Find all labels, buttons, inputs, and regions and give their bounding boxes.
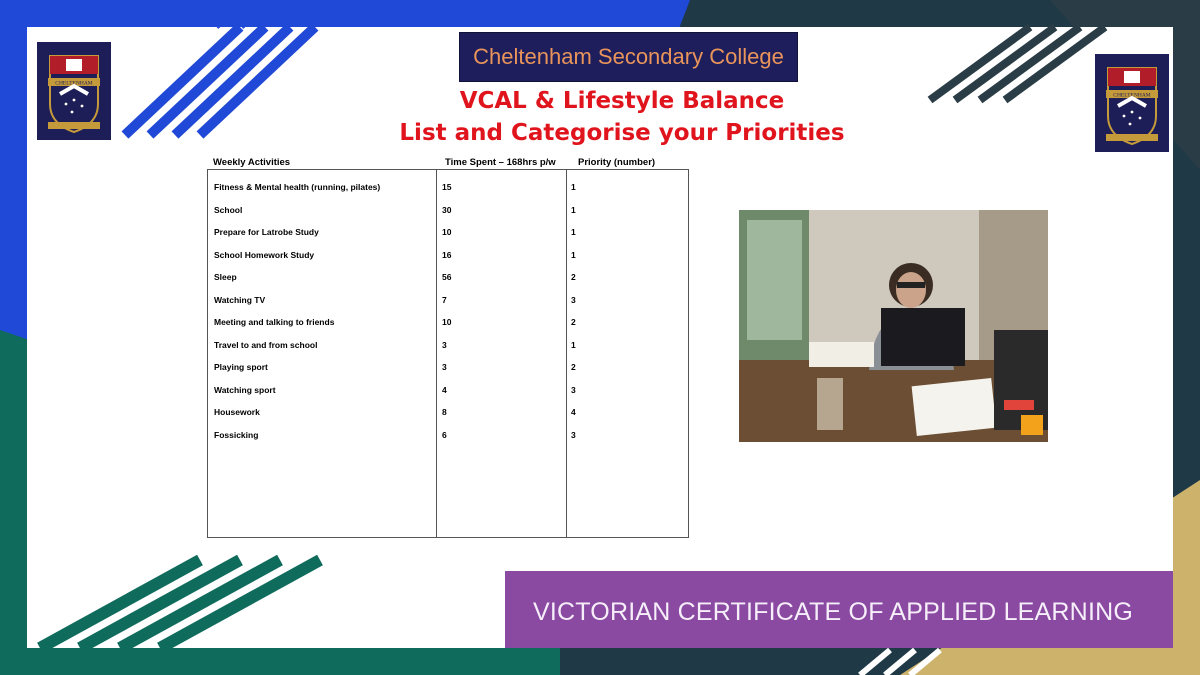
activity-cell: Watching sport <box>214 384 276 395</box>
activity-cell: Fossicking <box>214 429 259 440</box>
school-name-banner <box>459 32 798 82</box>
activity-cell: Prepare for Latrobe Study <box>214 227 319 237</box>
table-row <box>208 362 688 384</box>
hours-cell: 30 <box>442 204 452 215</box>
activity-cell: Sleep <box>214 272 237 282</box>
svg-text:CHELTENHAM: CHELTENHAM <box>1113 92 1151 99</box>
hours-cell: 7 <box>442 294 447 305</box>
table-row <box>208 182 688 204</box>
table-row <box>208 205 688 227</box>
hours-cell: 6 <box>442 429 447 440</box>
hours-cell: 8 <box>442 407 447 417</box>
activity-cell: School <box>214 204 243 215</box>
school-name: Cheltenham Secondary College <box>473 44 784 69</box>
table-row <box>208 385 688 407</box>
hours-cell: 4 <box>442 384 447 395</box>
column-header-time: Time Spent – 168hrs p/w <box>445 157 556 168</box>
hours-cell: 56 <box>442 272 452 282</box>
slide-subtitle: List and Categorise your Priorities <box>399 120 845 146</box>
table-row <box>208 407 688 429</box>
vcal-banner-text: VICTORIAN CERTIFICATE OF APPLIED LEARNING <box>533 598 1133 626</box>
table-row <box>208 250 688 272</box>
school-crest-left <box>37 42 111 140</box>
activity-cell: Fitness & Mental health (running, pilates) <box>214 182 381 192</box>
table-row <box>208 317 688 339</box>
priority-cell: 1 <box>571 182 576 192</box>
activity-cell: Travel to and from school <box>214 339 318 350</box>
hours-cell: 3 <box>442 362 447 372</box>
priority-cell: 2 <box>571 272 576 282</box>
table-row <box>208 227 688 249</box>
priority-cell: 1 <box>571 249 576 260</box>
priority-cell: 1 <box>571 227 576 237</box>
student-studying-photo <box>739 210 1048 442</box>
hours-cell: 3 <box>442 339 447 350</box>
hours-cell: 16 <box>442 249 452 260</box>
column-header-priority: Priority (number) <box>578 157 656 168</box>
activity-cell: Housework <box>214 407 260 417</box>
priority-cell: 1 <box>571 339 576 350</box>
table-row <box>208 295 688 317</box>
column-header-activities: Weekly Activities <box>213 157 291 168</box>
table-row <box>208 272 688 294</box>
priority-cell: 3 <box>571 294 576 305</box>
activity-cell: Watching TV <box>214 294 266 305</box>
hours-cell: 10 <box>442 227 452 237</box>
priority-cell: 1 <box>571 204 576 215</box>
priority-cell: 2 <box>571 362 576 372</box>
school-crest-right <box>1095 54 1169 152</box>
table-row <box>208 430 688 452</box>
priority-cell: 3 <box>571 429 576 440</box>
hours-cell: 10 <box>442 317 452 327</box>
priority-cell: 2 <box>571 317 576 327</box>
table-row <box>208 340 688 362</box>
activity-cell: Playing sport <box>214 362 268 372</box>
activities-table <box>207 169 689 538</box>
activity-cell: School Homework Study <box>214 249 315 260</box>
priority-cell: 3 <box>571 384 576 395</box>
priority-cell: 4 <box>571 407 576 417</box>
slide-title: VCAL & Lifestyle Balance <box>459 88 785 114</box>
activity-cell: Meeting and talking to friends <box>214 317 335 327</box>
hours-cell: 15 <box>442 182 452 192</box>
crest-name-text: CHELTENHAM <box>55 80 93 87</box>
